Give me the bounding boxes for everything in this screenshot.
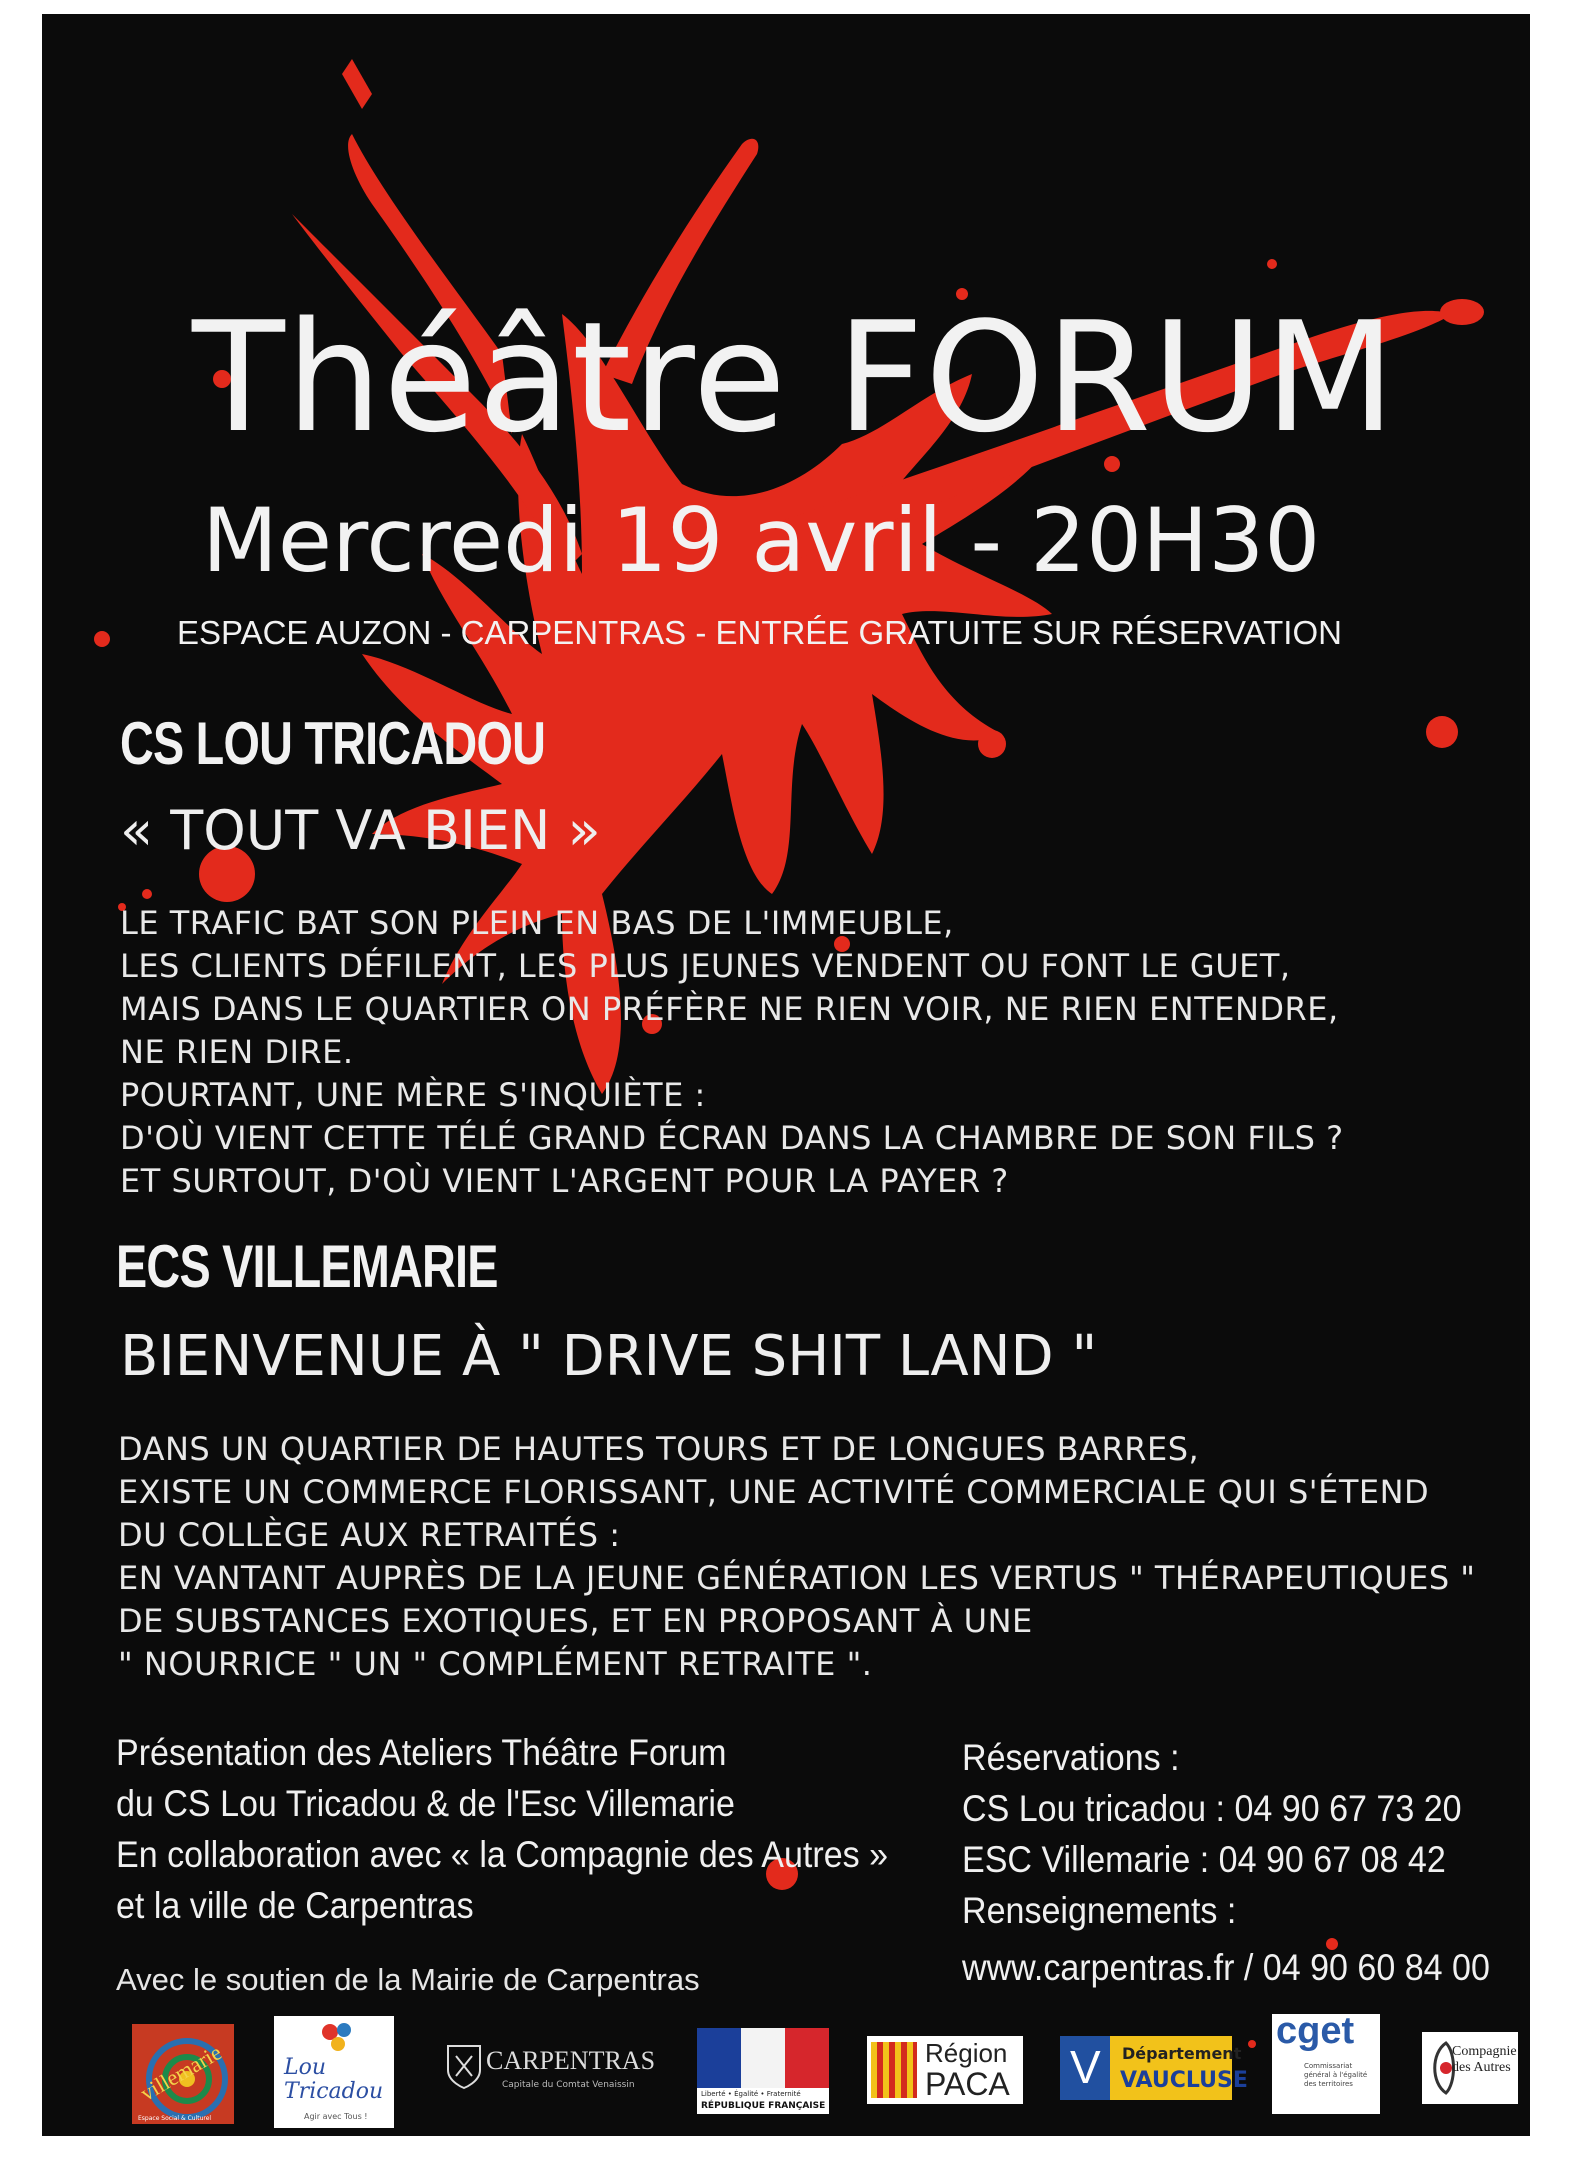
villemarie-logo-subtext: Espace Social & Culturel xyxy=(138,2115,212,2122)
event-date: Mercredi 19 avril - 20H30 xyxy=(202,489,1321,592)
synopsis-line: LE TRAFIC BAT SON PLEIN EN BAS DE L'IMMEUBLE, xyxy=(120,904,954,942)
reservations-block xyxy=(962,1732,1490,1993)
carpentras-logo-subtext: Capitale du Comtat Venaissin xyxy=(502,2080,635,2090)
republique-motto: Liberté • Égalité • Fraternité xyxy=(701,2090,801,2098)
tricadou-people-icon xyxy=(274,2018,394,2058)
event-venue: ESPACE AUZON - CARPENTRAS - ENTRÉE GRATUITE SUR RÉSERVATION xyxy=(177,614,1342,651)
synopsis-line: DU COLLÈGE AUX RETRAITÉS : xyxy=(118,1516,621,1554)
synopsis-line: DANS UN QUARTIER DE HAUTES TOURS ET DE LONGUES BARRES, xyxy=(118,1430,1200,1468)
villemarie-logo-text: villemarie xyxy=(136,2039,226,2106)
synopsis-line: NE RIEN DIRE. xyxy=(120,1033,354,1071)
synopsis-line: LES CLIENTS DÉFILENT, LES PLUS JEUNES VENDENT OU FONT LE GUET, xyxy=(120,947,1291,985)
flag-white-band xyxy=(741,2028,785,2088)
synopsis-line: ET SURTOUT, D'OÙ VIENT L'ARGENT POUR LA PAYER ? xyxy=(120,1162,1009,1200)
flag-blue-band xyxy=(697,2028,741,2088)
cget-logo-subtext: Commissariat général à l'égalité des territoires xyxy=(1304,2062,1368,2088)
tricadou-logo-subtext: Agir avec Tous ! xyxy=(304,2112,368,2121)
paca-coat-of-arms-icon xyxy=(871,2042,917,2098)
play-synopsis-2 xyxy=(118,1428,1476,1686)
compagnie-logo-text: Compagnie des Autres xyxy=(1452,2044,1517,2075)
synopsis-line: D'OÙ VIENT CETTE TÉLÉ GRAND ÉCRAN DANS LA CHAMBRE DE SON FILS ? xyxy=(120,1119,1344,1157)
poster-title: Théâtre FORUM xyxy=(192,289,1397,466)
carpentras-logo-text: CARPENTRAS xyxy=(486,2046,656,2075)
synopsis-line: DE SUBSTANCES EXOTIQUES, ET EN PROPOSANT À UNE xyxy=(118,1602,1033,1640)
play-title-drive-shit-land: BIENVENUE À " DRIVE SHIT LAND " xyxy=(120,1324,1098,1389)
poster xyxy=(42,14,1530,2136)
flag-red-band xyxy=(785,2028,829,2088)
synopsis-line: POURTANT, UNE MÈRE S'INQUIÈTE : xyxy=(120,1076,706,1114)
region-logo-text-bottom: PACA xyxy=(925,2066,1010,2102)
presentation-line: Présentation des Ateliers Théâtre Forum xyxy=(116,1732,727,1773)
lou-tricadou-logo xyxy=(274,2016,394,2128)
presentation-block xyxy=(116,1727,888,1931)
synopsis-line: EXISTE UN COMMERCE FLORISSANT, UNE ACTIVITÉ COMMERCIALE QUI S'ÉTEND xyxy=(118,1473,1430,1511)
reservation-phone-villemarie: ESC Villemarie : 04 90 67 08 42 xyxy=(962,1839,1446,1880)
vaucluse-logo-text-top: Département xyxy=(1122,2044,1242,2063)
carpentras-crest-icon xyxy=(444,2042,484,2092)
republique-text: RÉPUBLIQUE FRANÇAISE xyxy=(701,2101,826,2111)
tricadou-logo-text: Lou Tricadou xyxy=(284,2055,384,2104)
carpentras-logo xyxy=(438,2036,658,2100)
vaucluse-logo xyxy=(1060,2036,1248,2100)
presentation-line: et la ville de Carpentras xyxy=(116,1885,474,1926)
info-heading: Renseignements : xyxy=(962,1890,1237,1931)
republique-francaise-logo xyxy=(697,2028,829,2114)
synopsis-line: " NOURRICE " UN " COMPLÉMENT RETRAITE ". xyxy=(118,1645,873,1683)
villemarie-logo xyxy=(132,2024,234,2124)
presentation-line: du CS Lou Tricadou & de l'Esc Villemarie xyxy=(116,1783,735,1824)
synopsis-line: EN VANTANT AUPRÈS DE LA JEUNE GÉNÉRATION LES VERTUS " THÉRAPEUTIQUES " xyxy=(118,1559,1476,1597)
presentation-line: En collaboration avec « la Compagnie des Autres » xyxy=(116,1834,889,1875)
vaucluse-logo-text-bottom: VAUCLUSE xyxy=(1120,2068,1248,2093)
region-paca-logo xyxy=(867,2036,1023,2104)
synopsis-line: MAIS DANS LE QUARTIER ON PRÉFÈRE NE RIEN VOIR, NE RIEN ENTENDRE, xyxy=(120,990,1339,1028)
support-line: Avec le soutien de la Mairie de Carpentras xyxy=(116,1962,700,1997)
compagnie-des-autres-logo xyxy=(1422,2032,1518,2104)
vaucluse-v-glyph: V xyxy=(1070,2041,1101,2093)
group-name-villemarie: ECS VILLEMARIE xyxy=(116,1233,498,1300)
sponsor-logos xyxy=(82,2010,1522,2134)
cget-logo-text: cget xyxy=(1276,2010,1355,2052)
play-title-tout-va-bien: « TOUT VA BIEN » xyxy=(120,799,601,862)
play-synopsis-1 xyxy=(120,902,1344,1203)
reservation-phone-tricadou: CS Lou tricadou : 04 90 67 73 20 xyxy=(962,1788,1462,1829)
cget-logo xyxy=(1272,2010,1380,2114)
contact-website-phone: www.carpentras.fr / 04 90 60 84 00 xyxy=(962,1947,1490,1988)
region-logo-text-top: Région xyxy=(925,2038,1008,2068)
reservations-heading: Réservations : xyxy=(962,1737,1180,1778)
group-name-lou-tricadou: CS LOU TRICADOU xyxy=(120,710,546,777)
